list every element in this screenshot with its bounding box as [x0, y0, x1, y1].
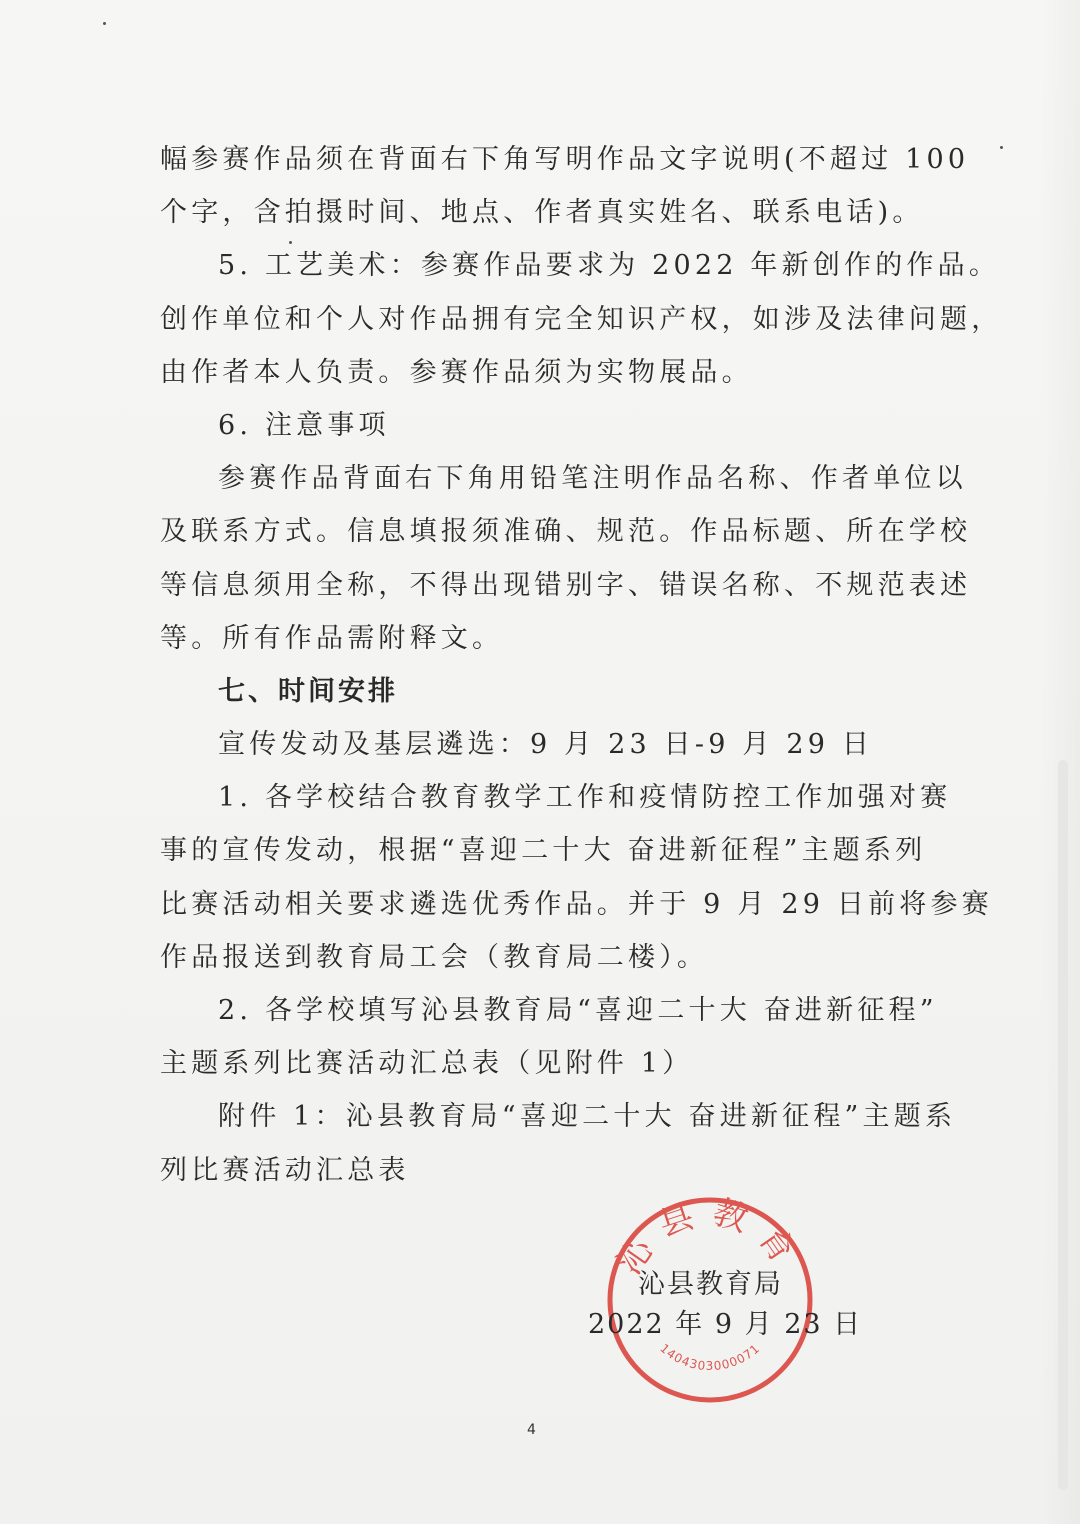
text-line: 作品报送到教育局工会（教育局二楼）。 — [160, 941, 709, 973]
text-line: 2. 各学校填写沁县教育局“喜迎二十大 奋进新征程” — [218, 995, 938, 1026]
text-line: 个字，含拍摄时间、地点、作者真实姓名、联系电话)。 — [160, 197, 924, 229]
text-line: 事的宣传发动，根据“喜迎二十大 奋进新征程”主题系列 — [160, 835, 927, 867]
text-line: 幅参赛作品须在背面右下角写明作品文字说明(不超过 100 — [160, 144, 970, 175]
vertical-scrollbar[interactable] — [1058, 760, 1068, 1490]
text-line: 参赛作品背面右下角用铅笔注明作品名称、作者单位以 — [218, 463, 967, 495]
text-line: 比赛活动相关要求遴选优秀作品。并于 9 月 29 日前将参赛 — [160, 888, 993, 920]
seal-code-text: 1404303000071 — [657, 1341, 763, 1374]
section-heading: 七、时间安排 — [218, 675, 398, 707]
text-line: 等。所有作品需附释文。 — [160, 622, 504, 654]
signature-organization: 沁县教育局 — [638, 1269, 783, 1300]
text-line: 宣传发动及基层遴选：9 月 23 日-9 月 29 日 — [218, 729, 874, 761]
text-line: 6. 注意事项 — [218, 409, 390, 441]
text-line: 1. 各学校结合教育教学工作和疫情防控工作加强对赛 — [218, 782, 952, 814]
text-line: 列比赛活动汇总表 — [160, 1154, 410, 1186]
document-body — [160, 133, 1003, 1197]
text-line: 创作单位和个人对作品拥有完全知识产权，如涉及法律问题， — [160, 303, 1003, 335]
text-line: 及联系方式。信息填报须准确、规范。作品标题、所在学校 — [160, 516, 972, 548]
signature-date: 2022 年 9 月 23 日 — [588, 1309, 863, 1340]
scan-speck — [1000, 146, 1003, 149]
text-line: 等信息须用全称，不得出现错别字、错误名称、不规范表述 — [160, 569, 972, 601]
text-line: 5. 工艺美术：参赛作品要求为 2022 年新创作的作品。 — [218, 250, 1001, 282]
svg-text:1404303000071 — [657, 1341, 763, 1373]
seal-top-text: 沁县教育 — [609, 1191, 811, 1282]
text-line: 由作者本人负责。参赛作品须为实物展品。 — [160, 356, 753, 388]
text-line: 附件 1：沁县教育局“喜迎二十大 奋进新征程”主题系 — [218, 1101, 957, 1133]
page-number: 4 — [527, 1422, 536, 1438]
text-line: 主题系列比赛活动汇总表（见附件 1） — [160, 1048, 694, 1080]
scan-speck — [103, 22, 106, 25]
